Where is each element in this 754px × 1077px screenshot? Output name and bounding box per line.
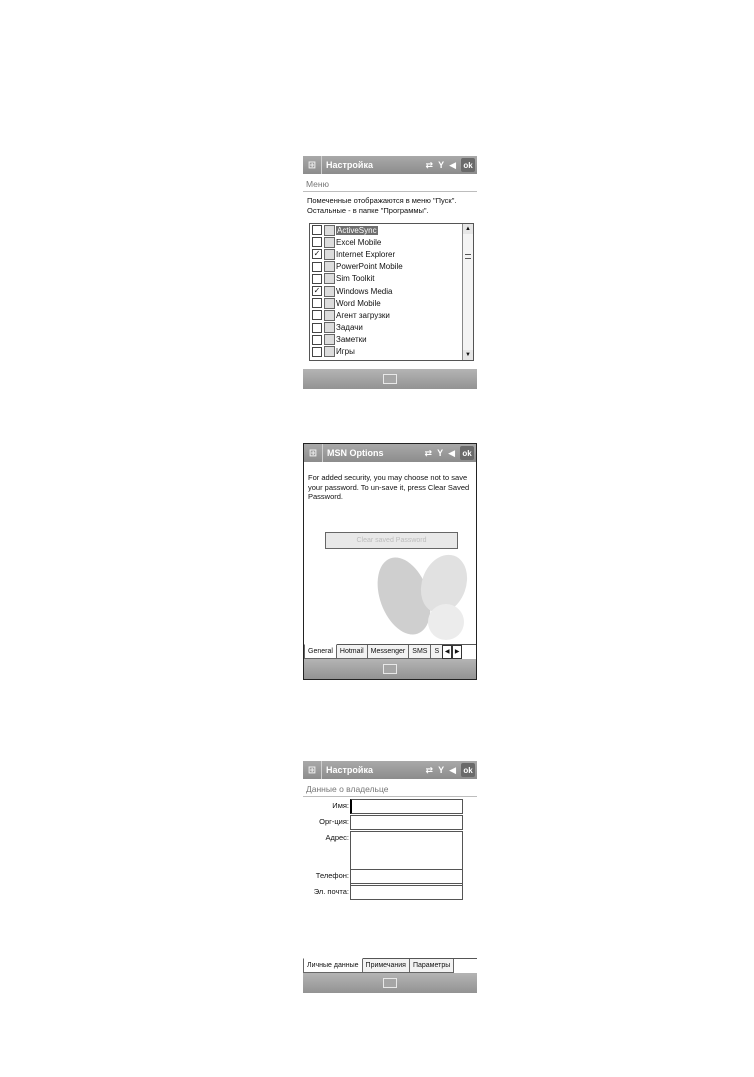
title-bar [303, 761, 477, 779]
signal-icon[interactable]: Y [437, 448, 444, 458]
list-item-label: Word Mobile [336, 298, 381, 308]
window-title: Настройка [326, 160, 373, 170]
list-item[interactable] [310, 346, 473, 358]
window-title: MSN Options [327, 448, 384, 458]
checkbox[interactable] [312, 347, 322, 357]
volume-icon[interactable]: ◀ [449, 764, 456, 775]
list-item[interactable] [310, 334, 473, 346]
phone-row [303, 869, 477, 884]
name-row [303, 799, 477, 814]
menu-items-list[interactable] [309, 223, 474, 361]
list-item-label: Internet Explorer [336, 249, 396, 259]
sim-icon [324, 273, 335, 284]
bottom-menu-bar [304, 659, 476, 679]
list-item-label: Sim Toolkit [336, 274, 375, 284]
scroll-up-icon[interactable]: ▲ [463, 224, 473, 234]
checkbox[interactable] [312, 323, 322, 333]
address-label: Адрес: [325, 833, 349, 842]
email-label: Эл. почта: [313, 887, 349, 896]
list-item[interactable] [310, 248, 473, 260]
tab-parameters[interactable]: Параметры [409, 959, 454, 973]
list-item-label: Агент загрузки [336, 310, 390, 320]
msn-butterfly-logo-icon [374, 554, 474, 644]
sync-icon [324, 225, 335, 236]
page-title: Меню [303, 174, 477, 192]
excel-icon [324, 237, 335, 248]
organization-label: Орг-ция: [319, 817, 349, 826]
list-item[interactable] [310, 309, 473, 321]
list-item[interactable] [310, 224, 473, 236]
bottom-menu-bar [303, 369, 477, 389]
keyboard-icon[interactable] [383, 374, 397, 384]
phone-input[interactable] [350, 869, 463, 884]
volume-icon[interactable]: ◀ [448, 447, 455, 458]
ie-icon [324, 249, 335, 260]
checkbox[interactable] [312, 237, 322, 247]
page-title: Данные о владельце [303, 779, 477, 797]
tab-s[interactable]: S [430, 645, 443, 659]
ok-button[interactable]: ok [460, 446, 474, 460]
tab-messenger[interactable]: Messenger [367, 645, 410, 659]
list-item[interactable] [310, 273, 473, 285]
tab-scroll-left-icon[interactable]: ◀ [442, 645, 452, 659]
checkbox[interactable] [312, 225, 322, 235]
keyboard-icon[interactable] [383, 978, 397, 988]
screen-owner-info [303, 761, 477, 993]
tab-personal-data[interactable]: Личные данные [303, 958, 363, 973]
name-input[interactable] [350, 799, 463, 814]
list-item[interactable] [310, 261, 473, 273]
scroll-down-icon[interactable]: ▼ [463, 350, 473, 360]
list-item[interactable] [310, 285, 473, 297]
powerpoint-icon [324, 261, 335, 272]
list-item[interactable] [310, 236, 473, 248]
tab-scroll-right-icon[interactable]: ▶ [452, 645, 462, 659]
phone-label: Телефон: [315, 871, 349, 880]
connectivity-icon[interactable]: ⇄ [424, 447, 433, 458]
signal-icon[interactable]: Y [438, 160, 445, 170]
keyboard-icon[interactable] [383, 664, 397, 674]
checkbox[interactable]: ✓ [313, 249, 321, 259]
bottom-menu-bar [303, 973, 477, 993]
windows-start-icon[interactable]: ⊞ [303, 761, 322, 779]
checkbox[interactable] [312, 298, 322, 308]
windows-start-icon[interactable]: ⊞ [304, 444, 323, 462]
tab-general[interactable]: General [304, 644, 337, 659]
games-icon [324, 346, 335, 357]
list-item[interactable] [310, 297, 473, 309]
scroll-thumb[interactable] [465, 254, 471, 259]
organization-input[interactable] [350, 815, 463, 830]
word-icon [324, 298, 335, 309]
list-item[interactable] [310, 322, 473, 334]
windows-start-icon[interactable]: ⊞ [303, 156, 322, 174]
tab-bar [303, 958, 477, 973]
list-item-label: Игры [336, 347, 355, 357]
checkbox[interactable] [312, 274, 322, 284]
list-item-label: PowerPoint Mobile [336, 262, 403, 272]
notes-icon [324, 334, 335, 345]
email-input[interactable] [350, 885, 463, 900]
tab-sms[interactable]: SMS [408, 645, 431, 659]
media-icon [324, 286, 335, 297]
tab-bar [304, 644, 476, 659]
title-bar [304, 444, 476, 462]
list-item-label: Windows Media [336, 286, 393, 296]
signal-icon[interactable]: Y [438, 765, 445, 775]
checkbox[interactable] [312, 310, 322, 320]
ok-button[interactable]: ok [461, 763, 475, 777]
connectivity-icon[interactable]: ⇄ [425, 159, 434, 170]
checkbox[interactable] [312, 335, 322, 345]
tasks-icon [324, 322, 335, 333]
connectivity-icon[interactable]: ⇄ [425, 764, 434, 775]
checkbox[interactable]: ✓ [313, 286, 321, 296]
name-label: Имя: [332, 801, 349, 810]
list-item-label: ActiveSync [337, 225, 377, 235]
list-item-label: Задачи [336, 323, 363, 333]
screen-menu-settings [303, 156, 477, 389]
screen-msn-options [303, 443, 477, 680]
volume-icon[interactable]: ◀ [449, 159, 456, 170]
list-item-label: Заметки [336, 335, 367, 345]
title-bar [303, 156, 477, 174]
window-title: Настройка [326, 765, 373, 775]
download-agent-icon [324, 310, 335, 321]
organization-row [303, 815, 477, 830]
tab-hotmail[interactable]: Hotmail [336, 645, 368, 659]
clear-saved-password-button[interactable]: Clear saved Password [325, 532, 458, 549]
description-text: Помеченные отображаются в меню "Пуск". Остальные - в папке "Программы". [307, 196, 457, 215]
security-message: For added security, you may choose not to save your password. To un-save it, press Clear Saved Password. [308, 473, 470, 501]
ok-button[interactable]: ok [461, 158, 475, 172]
list-item-label: Excel Mobile [336, 237, 382, 247]
tab-notes[interactable]: Примечания [362, 959, 410, 973]
email-row [303, 885, 477, 900]
checkbox[interactable] [312, 262, 322, 272]
vertical-scrollbar[interactable] [462, 224, 473, 360]
